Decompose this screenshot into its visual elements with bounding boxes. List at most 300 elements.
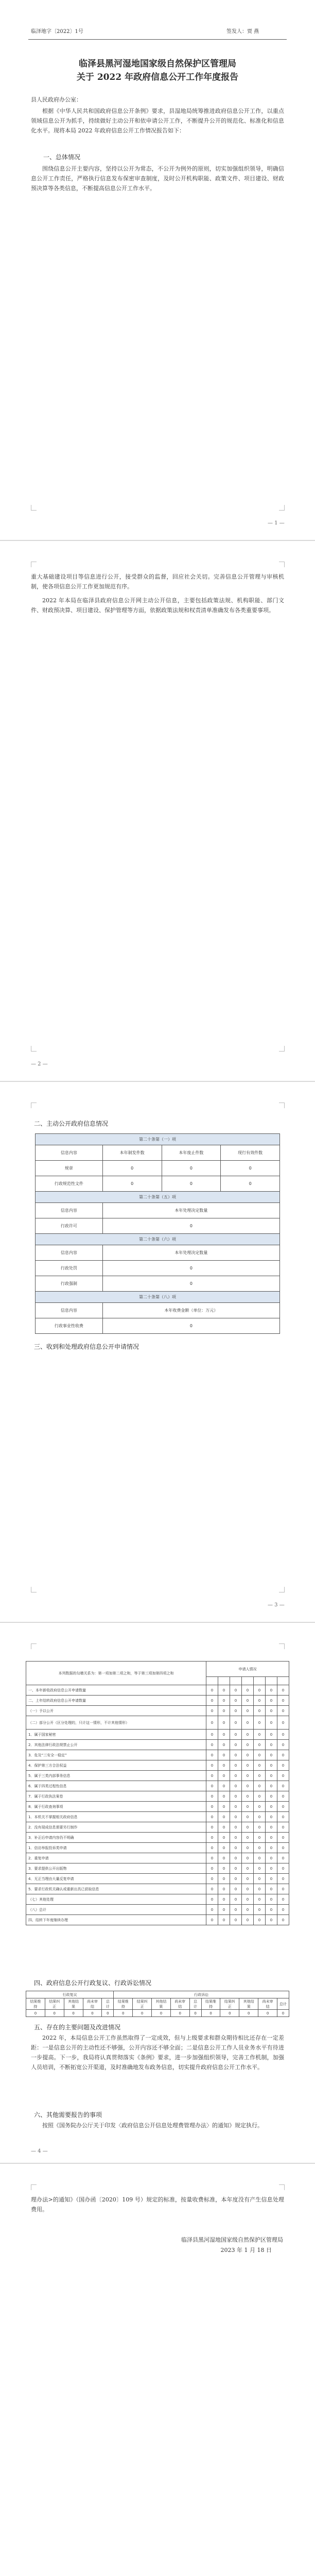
table-cell: 0 — [241, 1716, 253, 1730]
table-cell: 0 — [64, 2010, 83, 2017]
row-label: 5．要求行政机关确认或重新出具已获取信息 — [26, 1884, 206, 1894]
table-cell: 0 — [230, 1894, 241, 1905]
table-cell: 0 — [218, 1843, 230, 1853]
table-header: 本年收费金额（单位：万元） — [102, 1303, 279, 1318]
table-cell: 0 — [277, 1730, 289, 1740]
crop-mark — [279, 1046, 285, 1052]
table-header: 结果维持 — [201, 1998, 220, 2010]
table-cell: 0 — [206, 1696, 218, 1706]
doc-number: 临泽地字〔2022〕1号 — [31, 29, 83, 35]
table-cell: 0 — [277, 1853, 289, 1863]
page-2 — [0, 541, 315, 1081]
table-cell: 行政许可 — [36, 1218, 103, 1234]
signature: 临泽县黑河湿地国家级自然保护区管理局 — [181, 2236, 283, 2243]
table-cell: 0 — [241, 1833, 253, 1843]
table-cell: 0 — [206, 1750, 218, 1760]
table-row — [26, 1760, 289, 1771]
table-cell: 0 — [83, 2010, 102, 2017]
table-row — [26, 1706, 289, 1716]
table-cell: 0 — [265, 1696, 277, 1706]
signer: 签发人：贾 燕 — [226, 29, 259, 35]
intro-paragraph: 根据《中华人民共和国政府信息公开条例》要求，县湿地局统筹推进政府信息公开工作，以重点领域信息公开为抓手，持续做好主动公开和依申请公开工作，不断提升公开的规范化、标准化和信息化水平。现将本局 2022 年政府信息公开工作情况报告如下： — [31, 108, 284, 134]
table-cell: 0 — [241, 1894, 253, 1905]
table-cell: 0 — [230, 1822, 241, 1833]
table-cell: 0 — [277, 1771, 289, 1781]
table-cell: 0 — [241, 1884, 253, 1894]
crop-mark — [279, 1103, 285, 1108]
table-header: 总计 — [277, 1998, 289, 2010]
table-cell: 0 — [265, 1853, 277, 1863]
table-cell: 0 — [206, 1853, 218, 1863]
crop-mark — [31, 1587, 37, 1592]
table-cell: 0 — [265, 1716, 277, 1730]
title-line-2: 关于 2022 年政府信息公开工作年度报告 — [76, 72, 239, 82]
row-label: 一、本年新收政府信息公开申请数量 — [26, 1685, 206, 1696]
table-cell: 0 — [218, 1822, 230, 1833]
table-cell: 0 — [253, 1781, 265, 1791]
table-cell: 0 — [221, 1161, 280, 1176]
crop-mark — [31, 1643, 37, 1649]
table-cell: 0 — [253, 1730, 265, 1740]
table-cell: 0 — [277, 1822, 289, 1833]
band-row: 第二十条第（五）项 — [36, 1192, 280, 1203]
band-row: 第二十条第（六）项 — [36, 1234, 280, 1245]
row-label: （七）其他处理 — [26, 1894, 206, 1905]
table-cell: 0 — [45, 2010, 64, 2017]
table-row — [26, 1915, 289, 1925]
table-cell: 0 — [206, 1771, 218, 1781]
row-label: 5．属于三类内部事务信息 — [26, 1771, 206, 1781]
band-row: 第二十条第（八）项 — [36, 1292, 280, 1303]
application-table — [26, 1661, 289, 1925]
table-cell: 0 — [206, 1781, 218, 1791]
table-cell: 0 — [253, 1884, 265, 1894]
table-cell: 0 — [241, 1760, 253, 1771]
table-cell: 0 — [102, 2010, 114, 2017]
table-header: 本年处理决定数量 — [102, 1245, 279, 1261]
table-cell: 0 — [230, 1874, 241, 1884]
table-cell: 0 — [241, 1915, 253, 1925]
table-cell: 0 — [230, 1915, 241, 1925]
title-line-1: 临泽县黑河湿地国家级自然保护区管理局 — [79, 59, 236, 69]
table-cell: 0 — [253, 1894, 265, 1905]
table-row — [26, 1905, 289, 1915]
table-header: 申请人情况 — [206, 1662, 289, 1677]
crop-mark — [31, 562, 37, 567]
table-cell: 0 — [114, 2010, 133, 2017]
table-cell: 0 — [206, 1884, 218, 1894]
table-cell: 0 — [241, 1791, 253, 1802]
table-row — [26, 1685, 289, 1696]
crop-mark — [279, 562, 285, 567]
table-cell: 0 — [206, 1812, 218, 1822]
table-cell: 0 — [218, 1853, 230, 1863]
table-cell: 0 — [265, 1874, 277, 1884]
page-1 — [0, 0, 315, 540]
table-cell: 0 — [220, 2010, 239, 2017]
table-cell: 0 — [230, 1802, 241, 1812]
table-cell: 0 — [206, 1843, 218, 1853]
row-label: 3．要求提供公开出版物 — [26, 1863, 206, 1874]
table-cell: 0 — [253, 1822, 265, 1833]
crop-mark — [279, 1587, 285, 1592]
table-cell: 0 — [265, 1802, 277, 1812]
table-cell: 0 — [277, 1740, 289, 1750]
table-header — [218, 1677, 230, 1685]
table-header: 结果维持 — [26, 1998, 45, 2010]
page-3 — [0, 1082, 315, 1622]
table-cell: 0 — [277, 1843, 289, 1853]
table-header: 行政复议 — [26, 1991, 114, 1998]
table-cell: 0 — [218, 1685, 230, 1696]
row-label: 1．属于国家秘密 — [26, 1730, 206, 1740]
table-cell: 0 — [277, 1802, 289, 1812]
table-cell: 0 — [26, 2010, 45, 2017]
table-cell: 0 — [253, 1833, 265, 1843]
table-cell: 0 — [230, 1750, 241, 1760]
table-row — [26, 1822, 289, 1833]
row-label: 3．危及“三安全一稳定” — [26, 1750, 206, 1760]
row-label: （一）予以公开 — [26, 1706, 206, 1716]
table-cell: 0 — [253, 1843, 265, 1853]
table-cell: 0 — [230, 1716, 241, 1730]
row-label: 二、上年结转政府信息公开申请数量 — [26, 1696, 206, 1706]
table-cell: 0 — [218, 1730, 230, 1740]
table-header: 总计 — [189, 1998, 201, 2010]
table-header: 总计 — [102, 1998, 114, 2010]
table-cell: 0 — [162, 1176, 221, 1192]
table-cell: 0 — [265, 1843, 277, 1853]
table-cell: 0 — [218, 1791, 230, 1802]
table-cell: 0 — [230, 1884, 241, 1894]
table-cell: 0 — [241, 1863, 253, 1874]
page-number: — 4 — — [31, 2148, 48, 2154]
table-cell: 0 — [265, 1894, 277, 1905]
table-cell: 0 — [265, 1730, 277, 1740]
table-header: 本年处理决定数量 — [102, 1203, 279, 1218]
table-row — [26, 1750, 289, 1760]
row-label: 1．本机关不掌握相关政府信息 — [26, 1812, 206, 1822]
table-cell: 0 — [133, 2010, 152, 2017]
table-header: 尚未审结 — [83, 1998, 102, 2010]
section-6-heading: 六、其他需要报告的事项 — [34, 2111, 102, 2119]
table-cell: 0 — [277, 1915, 289, 1925]
page-2-paragraph-2: 2022 年本局在临泽县政府信息公开网主动公开信息，主要包括政策法规、机构职能、部门文件、财政预决算、项目建设、保护管理等方面，依据政策法规和权责清单准确发布各类重要事项。 — [31, 597, 284, 614]
table-cell: 0 — [253, 1863, 265, 1874]
section-1-heading: 一、总体情况 — [43, 154, 81, 161]
table-cell: 0 — [218, 1706, 230, 1716]
table-header: 结果维持 — [114, 1998, 133, 2010]
table-cell: 0 — [230, 1706, 241, 1716]
table-cell: 0 — [277, 1750, 289, 1760]
table-cell: 0 — [265, 1706, 277, 1716]
table-cell: 0 — [206, 1760, 218, 1771]
table-cell: 0 — [241, 1853, 253, 1863]
row-label: 四、结转下年度继续办理 — [26, 1915, 206, 1925]
table-row — [26, 1730, 289, 1740]
table-cell: 0 — [152, 2010, 171, 2017]
table-cell: 0 — [253, 1905, 265, 1915]
row-label: 3．补正后申请内容仍不明确 — [26, 1833, 206, 1843]
table-cell: 0 — [277, 2010, 289, 2017]
table-cell: 0 — [230, 1905, 241, 1915]
table-row — [26, 1740, 289, 1750]
table-row — [26, 1781, 289, 1791]
row-label: （八）总计 — [26, 1905, 206, 1915]
row-label: 2．没有现成信息需要另行制作 — [26, 1822, 206, 1833]
section-3-heading: 三、收到和处理政府信息公开申请情况 — [34, 1343, 139, 1350]
table-cell: 0 — [218, 1802, 230, 1812]
table-header: 本年制发件数 — [102, 1145, 162, 1161]
page-5-paragraph: 理办法>的通知》（国办函〔2020〕109 号）规定的标准，按量收费标准，本年度没有产生信息处理费用。 — [31, 2196, 284, 2213]
table-cell: 0 — [265, 1791, 277, 1802]
row-label: 1．信访举报投诉类申请 — [26, 1843, 206, 1853]
table-header: 结果纠正 — [133, 1998, 152, 2010]
table-cell: 0 — [265, 1760, 277, 1771]
table-row — [26, 1843, 289, 1853]
table-cell: 0 — [277, 1894, 289, 1905]
crop-mark — [279, 1643, 285, 1649]
table-cell: 0 — [230, 1696, 241, 1706]
table-cell: 0 — [102, 1176, 162, 1192]
table-cell: 行政事业性收费 — [36, 1318, 103, 1334]
table-cell: 0 — [253, 1696, 265, 1706]
table-cell: 0 — [265, 1905, 277, 1915]
table-cell: 0 — [206, 1791, 218, 1802]
table-cell: 0 — [230, 1853, 241, 1863]
table-cell: 0 — [218, 1760, 230, 1771]
row-label: 4．无正当理由大量反复申请 — [26, 1874, 206, 1884]
table-cell: 0 — [206, 1730, 218, 1740]
table-row — [26, 1812, 289, 1822]
table-cell: 0 — [277, 1685, 289, 1696]
table-cell: 0 — [253, 1716, 265, 1730]
table-cell: 0 — [265, 1750, 277, 1760]
table-cell: 0 — [102, 1276, 279, 1292]
table-cell: 0 — [218, 1771, 230, 1781]
table-cell: 0 — [277, 1760, 289, 1771]
table-header: 其他结果 — [152, 1998, 171, 2010]
table-cell: 0 — [189, 2010, 201, 2017]
row-label: 8．属于行政查询事项 — [26, 1802, 206, 1812]
table-cell: 0 — [221, 1176, 280, 1192]
table-row — [26, 1894, 289, 1905]
table-header: 结果纠正 — [45, 1998, 64, 2010]
row-label: （二）部分公开（区分处理的，只计这一情形，不计其他情形） — [26, 1716, 206, 1730]
table-cell: 0 — [258, 2010, 277, 2017]
table-row — [26, 1863, 289, 1874]
page-5 — [0, 2164, 315, 2576]
table-cell: 0 — [218, 1863, 230, 1874]
table-cell: 0 — [230, 1833, 241, 1843]
table-cell: 0 — [253, 1706, 265, 1716]
table-cell: 0 — [218, 1905, 230, 1915]
table-cell: 0 — [253, 1853, 265, 1863]
table-header: 其他结果 — [239, 1998, 258, 2010]
table-header — [265, 1677, 277, 1685]
table-cell: 0 — [253, 1812, 265, 1822]
table-row — [26, 1802, 289, 1812]
row-label: 7．属于行政执法案卷 — [26, 1791, 206, 1802]
table-header — [253, 1677, 265, 1685]
table-cell: 0 — [241, 1750, 253, 1760]
table-cell: 0 — [230, 1843, 241, 1853]
table-cell: 0 — [277, 1863, 289, 1874]
table-cell: 0 — [230, 1791, 241, 1802]
table-cell: 0 — [230, 1730, 241, 1740]
review-litigation-table — [26, 1991, 289, 2017]
page-number: — 3 — — [268, 1602, 285, 1608]
table-cell: 0 — [277, 1706, 289, 1716]
table-cell: 0 — [253, 1802, 265, 1812]
table-cell: 0 — [218, 1874, 230, 1884]
table-header: 现行有效件数 — [221, 1145, 280, 1161]
table-cell: 0 — [230, 1812, 241, 1822]
table-header: 本列数据的勾稽关系为：第一项加第二项之和，等于第三项加第四项之和 — [26, 1662, 206, 1685]
header-rule — [28, 39, 287, 40]
page-number: — 1 — — [268, 520, 285, 526]
table-cell: 0 — [241, 1905, 253, 1915]
table-cell: 0 — [265, 1781, 277, 1791]
page-2-paragraph-1: 重大基础建设项目等信息进行公开，接受群众的监督，回应社会关切。完善信息公开管理与审核机制，使各项信息公开工作更加规范有序。 — [31, 573, 284, 590]
table-cell: 0 — [170, 2010, 189, 2017]
table-cell: 0 — [277, 1833, 289, 1843]
table-cell: 0 — [241, 1822, 253, 1833]
table-cell: 0 — [206, 1740, 218, 1750]
table-header: 行政诉讼 — [114, 1991, 289, 1998]
section-1-paragraph: 围绕信息公开主要内容，坚持以公开为常态，不公开为例外的原则，切实加强组织领导，明确信息公开工作责任，严格执行信息发布保密审查制度，及时公开机构职能、政策文件、项目建设、财政预决算等各类信息，不断提高信息公开工作水平。 — [31, 165, 284, 192]
table-cell: 0 — [241, 1696, 253, 1706]
table-cell: 0 — [218, 1781, 230, 1791]
table-cell: 0 — [206, 1822, 218, 1833]
table-cell: 0 — [218, 1716, 230, 1730]
table-row — [26, 2010, 289, 2017]
crop-mark — [31, 1046, 37, 1052]
table-cell: 0 — [253, 1760, 265, 1771]
table-cell: 0 — [265, 1740, 277, 1750]
table-cell: 0 — [102, 1218, 279, 1234]
crop-mark — [31, 505, 37, 511]
section-5-heading: 五、存在的主要问题及改进情况 — [34, 2024, 121, 2031]
table-cell: 规章 — [36, 1161, 103, 1176]
table-row — [26, 1791, 289, 1802]
table-cell: 0 — [241, 1802, 253, 1812]
table-header — [241, 1677, 253, 1685]
active-disclosure-table — [35, 1133, 280, 1334]
table-cell: 0 — [206, 1716, 218, 1730]
table-cell: 0 — [206, 1833, 218, 1843]
crop-mark — [31, 2184, 37, 2190]
table-cell: 0 — [241, 1740, 253, 1750]
table-cell: 0 — [277, 1791, 289, 1802]
crop-mark — [279, 2184, 285, 2190]
table-cell: 0 — [230, 1771, 241, 1781]
table-cell: 0 — [241, 1781, 253, 1791]
table-cell: 0 — [253, 1915, 265, 1925]
section-2-heading: 二、主动公开政府信息情况 — [34, 1120, 109, 1127]
band-row: 第二十条第（一）项 — [36, 1134, 280, 1145]
table-cell: 0 — [230, 1685, 241, 1696]
table-cell: 0 — [241, 1685, 253, 1696]
table-header: 信息内容 — [36, 1145, 103, 1161]
table-cell: 0 — [277, 1781, 289, 1791]
section-6-paragraph: 按照《国务院办公厅关于印发〈政府信息公开信息处理费管理办法〉的通知》规定执行。 — [42, 2122, 263, 2129]
table-header — [277, 1677, 289, 1685]
table-cell: 0 — [265, 1915, 277, 1925]
table-cell: 0 — [102, 1161, 162, 1176]
table-cell: 0 — [253, 1771, 265, 1781]
table-cell: 0 — [218, 1740, 230, 1750]
table-row — [26, 1771, 289, 1781]
table-header: 结果纠正 — [220, 1998, 239, 2010]
addressee: 县人民政府办公室： — [31, 96, 82, 103]
table-header: 信息内容 — [36, 1245, 103, 1261]
table-cell: 0 — [218, 1812, 230, 1822]
table-cell: 0 — [230, 1781, 241, 1791]
table-cell: 0 — [241, 1706, 253, 1716]
table-cell: 行政强制 — [36, 1276, 103, 1292]
table-header: 其他结果 — [64, 1998, 83, 2010]
section-5-paragraph: 2022 年，本局信息公开工作虽然取得了一定成效，但与上级要求和群众期待相比还存在一定差距：一是信息公开的主动性还不够强，公开内容还不够全面；二是信息公开工作人员业务水平有待进一步提高。下一步，我局将认真贯彻落实《条例》要求，进一步加强组织领导，完善工作机制，加强人员培训，不断拓宽公开渠道，及时准确地发布政务信息，切实提升政府信息公开工作水平。 — [31, 2035, 284, 2071]
page-4 — [0, 1623, 315, 2163]
table-cell: 0 — [218, 1750, 230, 1760]
table-cell: 0 — [253, 1791, 265, 1802]
table-cell: 0 — [265, 1812, 277, 1822]
table-cell: 0 — [241, 1874, 253, 1884]
page-number: — 2 — — [31, 1061, 48, 1067]
table-cell: 0 — [239, 2010, 258, 2017]
table-cell: 0 — [265, 1822, 277, 1833]
section-4-heading: 四、政府信息公开行政复议、行政诉讼情况 — [34, 1979, 152, 1987]
table-cell: 0 — [253, 1750, 265, 1760]
table-row — [26, 1884, 289, 1894]
table-cell: 0 — [206, 1905, 218, 1915]
table-cell: 行政处罚 — [36, 1261, 103, 1276]
table-cell: 0 — [218, 1833, 230, 1843]
table-header: 尚未审结 — [170, 1998, 189, 2010]
table-cell: 0 — [277, 1696, 289, 1706]
table-cell: 0 — [201, 2010, 220, 2017]
table-cell: 0 — [206, 1894, 218, 1905]
table-cell: 0 — [206, 1863, 218, 1874]
table-cell: 0 — [277, 1812, 289, 1822]
table-row — [26, 1696, 289, 1706]
table-header — [230, 1677, 241, 1685]
table-row — [26, 1874, 289, 1884]
table-cell: 0 — [230, 1740, 241, 1750]
table-cell: 0 — [241, 1730, 253, 1740]
table-cell: 0 — [206, 1874, 218, 1884]
table-cell: 0 — [102, 1318, 279, 1334]
table-cell: 0 — [265, 1771, 277, 1781]
table-cell: 0 — [206, 1915, 218, 1925]
table-header: 尚未审结 — [258, 1998, 277, 2010]
table-cell: 0 — [162, 1161, 221, 1176]
table-row — [26, 1716, 289, 1730]
table-cell: 0 — [277, 1905, 289, 1915]
crop-mark — [279, 505, 285, 511]
table-cell: 行政规范性文件 — [36, 1176, 103, 1192]
table-header: 信息内容 — [36, 1203, 103, 1218]
table-cell: 0 — [277, 1874, 289, 1884]
table-cell: 0 — [218, 1884, 230, 1894]
table-cell: 0 — [265, 1863, 277, 1874]
table-cell: 0 — [265, 1833, 277, 1843]
table-cell: 0 — [206, 1685, 218, 1696]
table-cell: 0 — [218, 1696, 230, 1706]
table-cell: 0 — [241, 1771, 253, 1781]
table-cell: 0 — [265, 1685, 277, 1696]
